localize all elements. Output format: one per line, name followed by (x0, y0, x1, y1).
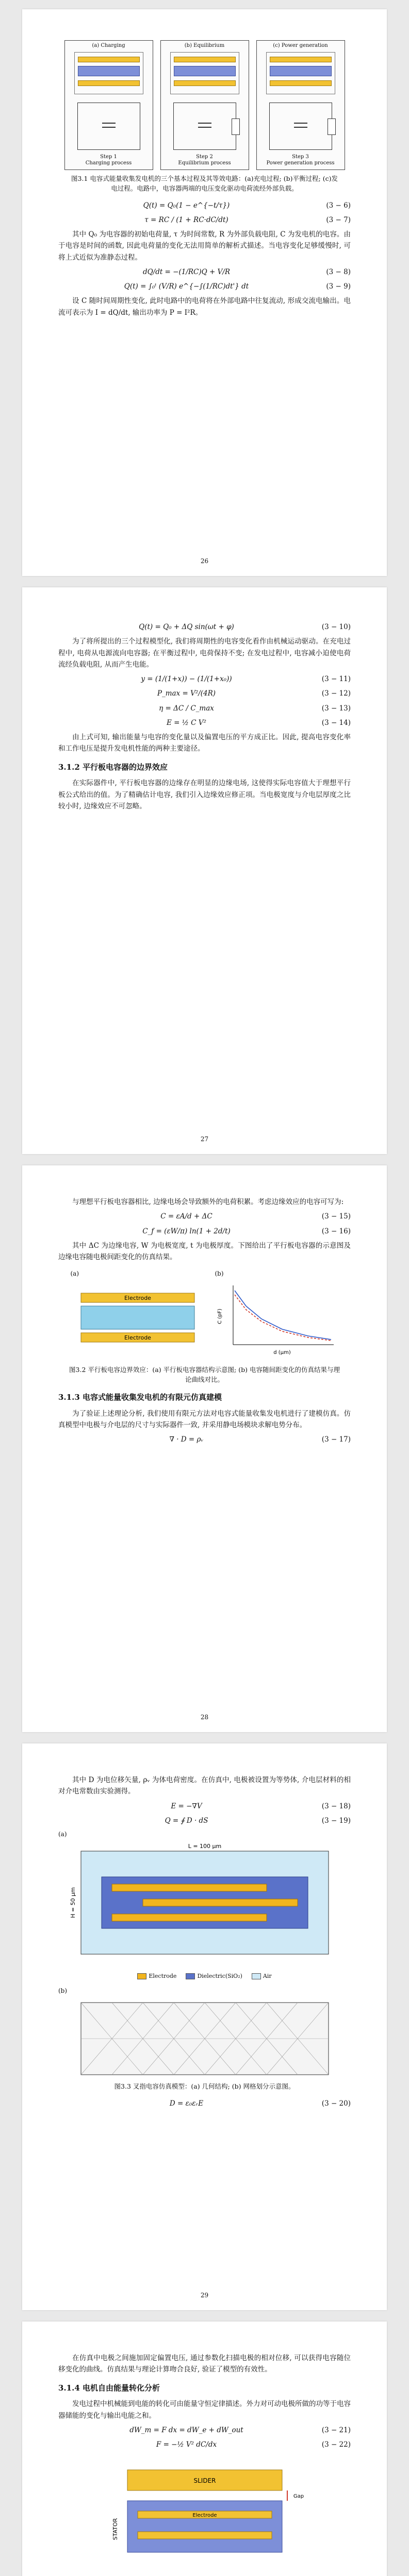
series-line (235, 1291, 331, 1340)
bottom-electrode (174, 80, 236, 86)
equation-body: Q = ∮ D · dS (165, 1816, 208, 1825)
equation-body: C = εA/d + ΔC (160, 1212, 212, 1221)
equation-body: C_f = (εW/π) ln(1 + 2d/t) (142, 1227, 231, 1235)
figure-legend (58, 1972, 351, 1981)
finger-electrode (112, 1884, 267, 1891)
capacitance-chart (215, 1280, 339, 1358)
page-number: 26 (200, 557, 209, 565)
mesh-diagram (71, 1997, 339, 2080)
stator-label: STATOR (111, 2518, 119, 2540)
fig1-panel-charging (64, 40, 153, 170)
equation-number: (3 − 10) (321, 623, 351, 631)
panel-footer: Step 1 Charging process (85, 154, 132, 166)
paragraph: 发电过程中机械能到电能的转化可由能量守恒定律描述。外力对可动电极所做的功等于电容器储能的变化与输出电能之和。 (58, 2400, 351, 2420)
electrode-stack (74, 52, 143, 94)
panel-footer: Step 2 Equilibrium process (178, 154, 231, 166)
capacitor-plate (198, 123, 211, 124)
equivalent-circuit (269, 103, 332, 150)
equation-number: (3 − 21) (321, 2426, 351, 2434)
figure-caption: 图3.2 平行板电容边界效应：(a) 平行板电容器结构示意图; (b) 电容随间距变化的仿真结果与理论曲线对比。 (69, 1366, 340, 1384)
equation-body: dQ/dt = −(1/RC)Q + V/R (142, 267, 231, 276)
equation (58, 2425, 351, 2436)
finger-electrode (112, 1914, 267, 1921)
equation-number: (3 − 16) (321, 1227, 351, 1235)
legend-item: Air (252, 1972, 272, 1981)
electrode-label: Electrode (124, 1334, 151, 1342)
equation-number: (3 − 12) (321, 689, 351, 698)
figure-caption: 图3.3 叉指电容仿真模型：(a) 几何结构; (b) 网格划分示意图。 (114, 2082, 295, 2090)
load-resistor (328, 118, 336, 135)
dimension-label: H = 50 μm (69, 1887, 76, 1918)
electrode-label: Electrode (192, 2513, 217, 2519)
capacitor-plate (294, 123, 307, 124)
figure-3-1 (58, 40, 351, 170)
equivalent-circuit (77, 103, 140, 150)
x-axis-label: d (μm) (273, 1350, 291, 1356)
energy-conversion-diagram (96, 2454, 313, 2573)
paragraph: 其中 Q₀ 为电容器的初始电荷量, τ 为时间常数, R 为外部负载电阻, C 为发电机的电容。由于电容是时间的函数, 因此电荷量的变化无法用简单的解析式描述。当电容变化足够缓慢时, 可将上式近似为准静态过程。 (58, 230, 351, 262)
equation (58, 717, 351, 728)
dimension-label: L = 100 μm (188, 1842, 221, 1850)
equation (58, 2439, 351, 2450)
page-4 (22, 1743, 387, 2310)
equation-body: Q(t) = Q₀(1 − e^{−t/τ}) (143, 201, 230, 210)
equation-body: y = (1/(1+x)) − (1/(1+x₀)) (141, 675, 232, 684)
equation-number: (3 − 17) (321, 1435, 351, 1444)
electrode-strip (138, 2532, 272, 2539)
equation-body: ∇ · D = ρᵥ (169, 1435, 204, 1444)
slider-label: SLIDER (193, 2477, 216, 2485)
fig2-b (215, 1267, 339, 1361)
subfigure-label: (b) (58, 1987, 68, 1994)
equation-number: (3 − 6) (326, 201, 351, 210)
page-2 (22, 587, 387, 1154)
load-resistor (232, 118, 240, 135)
equation (58, 1434, 351, 1445)
equation-number: (3 − 11) (321, 675, 351, 684)
stator-block (127, 2501, 282, 2552)
paragraph: 在仿真中电极之间施加固定偏置电压, 通过参数化扫描电极的相对位移, 可以获得电容随位移变化的曲线。仿真结果与理论计算吻合良好, 验证了模型的有效性。 (58, 2354, 351, 2374)
equivalent-circuit (173, 103, 236, 150)
fig1-panel-generation (256, 40, 345, 170)
subfigure-label: (a) (70, 1270, 79, 1278)
page-number: 27 (200, 1136, 209, 1143)
page-1 (22, 9, 387, 576)
electrode-label: Electrode (124, 1295, 151, 1302)
equation-body: η = ΔC / C_max (159, 704, 214, 713)
equation-body: dW_m = F dx = dW_e + dW_out (129, 2426, 243, 2434)
series-line (235, 1295, 331, 1341)
panel-footer: Step 3 Power generation process (266, 154, 335, 166)
panel-title: (a) Charging (92, 43, 125, 48)
finger-electrode (143, 1899, 298, 1906)
equation (58, 1815, 351, 1826)
subfigure-label: (a) (58, 1831, 67, 1838)
electrode-stack (266, 52, 335, 94)
equation (58, 621, 351, 633)
top-electrode (270, 57, 332, 62)
equation-number: (3 − 15) (321, 1212, 351, 1221)
panel-title: (c) Power generation (273, 43, 328, 48)
equation (58, 266, 351, 278)
equation-body: D = ε₀εᵣE (169, 2099, 204, 2108)
fig2-a (71, 1267, 205, 1361)
electrode-stack (170, 52, 239, 94)
page-number: 29 (200, 2292, 209, 2299)
equation (58, 200, 351, 211)
paragraph: 与理想平行板电容器相比, 边缘电场会导致额外的电荷积累。考虑边缘效应的电容可写为: (72, 1198, 344, 1206)
section-heading: 3.1.2 平行板电容器的边界效应 (58, 762, 168, 772)
equation (58, 1801, 351, 1812)
page-number: 28 (200, 1714, 209, 1721)
equation-body: P_max = V²/(4R) (157, 689, 216, 698)
equation (58, 2098, 351, 2109)
top-electrode (78, 57, 140, 62)
dielectric-layer (174, 66, 236, 76)
subfigure-label: (b) (215, 1270, 224, 1278)
y-axis-label: C (pF) (217, 1309, 223, 1325)
equation-body: F = −½ V² dC/dx (156, 2441, 217, 2449)
paragraph: 为了验证上述理论分析, 我们使用有限元方法对电容式能量收集发电机进行了建模仿真。仿真模型中电极与介电层的尺寸与实际器件一致, 并采用静电场模块求解电势分布。 (58, 1409, 351, 1429)
equation-body: E = ½ C V² (167, 718, 206, 727)
equation-body: Q(t) = ∫₀ᵗ (V/R) e^{−∫(1/RC)dt'} dt (124, 282, 249, 291)
equation-body: Q(t) = Q₀ + ΔQ sin(ωt + φ) (139, 623, 234, 631)
page-3 (22, 1165, 387, 1732)
equation-number: (3 − 13) (321, 704, 351, 713)
legend-item: Dielectric(SiO₂) (186, 1972, 242, 1981)
paragraph: 由上式可知, 输出能量与电容的变化量以及偏置电压的平方成正比。因此, 提高电容变化率和工作电压是提升发电机性能的两种主要途径。 (58, 733, 351, 753)
dielectric-layer (81, 1306, 194, 1329)
paragraph: 设 C 随时间周期性变化, 此时电路中的电荷将在外部电路中往复流动, 形成交流电输出。电流可表示为 I = dQ/dt, 输出功率为 P = I²R。 (58, 297, 351, 317)
capacitor-plate (102, 123, 116, 124)
equation (58, 688, 351, 699)
equation-number: (3 − 19) (321, 1816, 351, 1825)
dielectric-layer (78, 66, 140, 76)
paragraph: 其中 D 为电位移矢量, ρᵥ 为体电荷密度。在仿真中, 电极被设置为等势体, 介电层材料的相对介电常数由实验测得。 (58, 1776, 351, 1796)
section-heading: 3.1.4 电机自由能量转化分析 (58, 2383, 160, 2393)
equation-number: (3 − 8) (326, 267, 351, 276)
equation-number: (3 − 9) (326, 282, 351, 291)
top-electrode (174, 57, 236, 62)
paragraph: 其中 ΔC 为边缘电容, W 为电极宽度, t 为电极厚度。下图给出了平行板电容器的示意图及边缘电容随电极间距变化的仿真结果。 (58, 1241, 351, 1262)
figure-3-2 (58, 1267, 351, 1361)
figure-caption: 图3.1 电容式能量收集发电机的三个基本过程及其等效电路：(a)充电过程; (b)平衡过程; (c)发电过程。电路中，电容器两端的电压变化驱动电荷流经外部负载。 (71, 175, 338, 192)
section-heading: 3.1.3 电容式能量收集发电机的有限元仿真建模 (58, 1392, 222, 1402)
equation-body: E = −∇V (171, 1802, 202, 1810)
equation (58, 1226, 351, 1237)
equation (58, 281, 351, 292)
panel-title: (b) Equilibrium (184, 43, 225, 48)
gap-label: Gap (293, 2494, 304, 2500)
legend-item: Electrode (137, 1972, 176, 1981)
paragraph: 在实际器件中, 平行板电容器的边缘存在明显的边缘电场, 这使得实际电容值大于理想平行板公式给出的值。为了精确估计电容, 我们引入边缘效应修正项。当电极宽度与介电层厚度之比较小时, 边缘效应不可忽略。 (58, 779, 351, 810)
equation-number: (3 − 20) (321, 2099, 351, 2108)
capacitor-plate (294, 127, 307, 128)
equation (58, 1211, 351, 1222)
equation-number: (3 − 7) (326, 215, 351, 224)
capacitor-plate (102, 127, 116, 128)
equation-number: (3 − 18) (321, 1802, 351, 1810)
equation-number: (3 − 22) (321, 2441, 351, 2449)
equation (58, 703, 351, 714)
bottom-electrode (270, 80, 332, 86)
equation-number: (3 − 14) (321, 718, 351, 727)
bottom-electrode (78, 80, 140, 86)
dielectric-layer (270, 66, 332, 76)
paragraph: 为了将所提出的三个过程模型化, 我们将周期性的电容变化看作由机械运动驱动。在充电过程中, 电荷从电源流向电容器; 在平衡过程中, 电荷保持不变; 在发电过程中, 电容减小迫使电荷流经负载电阻, 从而产生电能。 (58, 637, 351, 669)
interdigital-geometry (71, 1841, 339, 1970)
equation (58, 214, 351, 226)
equation-body: τ = RC / (1 + RC·dC/dt) (144, 215, 228, 224)
page-5 (22, 2321, 387, 2576)
fig1-panel-equilibrium (160, 40, 249, 170)
capacitor-plate (198, 127, 211, 128)
equation (58, 673, 351, 685)
parallel-plate-diagram (71, 1280, 205, 1358)
